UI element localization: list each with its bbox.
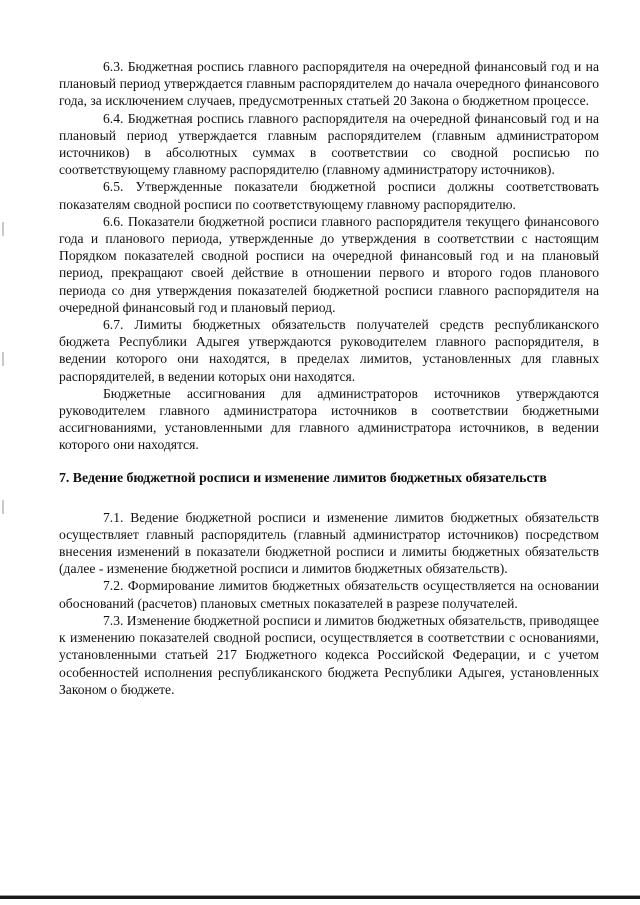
scan-speck: [2, 500, 4, 514]
paragraph-6-3: 6.3. Бюджетная роспись главного распорядителя на очередной финансовый год и на плановый период утверждается главным распорядителем до начала очередного финансового года, за исключением случаев, предусмотренных статьей 20 Закона о бюджетном процессе.: [59, 59, 599, 109]
scan-edge-bar: [0, 896, 640, 899]
document-page: [59, 58, 599, 698]
paragraph-6-7-cont: Бюджетные ассигнования для администраторов источников утверждаются руководителем главного администратора источников в соответствии бюджетными ассигнованиями, установленными для главного администратора источников, в ведении которого они находятся.: [59, 385, 599, 453]
paragraph-6-5: 6.5. Утвержденные показатели бюджетной росписи должны соответствовать показателям сводной росписи по соответствующему главному распорядителю.: [59, 179, 599, 212]
paragraph-7-1: 7.1. Ведение бюджетной росписи и изменение лимитов бюджетных обязательств осуществляет главный распорядитель (главный администратор источников) посредством внесения изменений в показатели бюджетной росписи и лимиты бюджетных обязательств (далее - изменение бюджетной росписи и лимитов бюджетных обязательств).: [59, 509, 599, 577]
paragraph-7-3: 7.3. Изменение бюджетной росписи и лимитов бюджетных обязательств, приводящее к изменению показателей сводной росписи, осуществляется в соответствии с основаниями, установленными статьей 217 Бюджетного кодекса Российской Федерации, и с учетом особенностей исполнения республиканского бюджета Республики Адыгея, установленных Законом о бюджете.: [59, 612, 599, 697]
section-heading: 7. Ведение бюджетной росписи и изменение лимитов бюджетных обязательств: [59, 469, 547, 485]
scan-speck: [2, 352, 4, 366]
paragraph-6-7: 6.7. Лимиты бюджетных обязательств получателей средств республиканского бюджета Республики Адыгея утверждаются руководителем главного распорядителя, в ведении которого они находятся, в пределах лимитов, установленных для главных распорядителей, в ведении которых они находятся.: [59, 317, 599, 384]
paragraph-6-4: 6.4. Бюджетная роспись главного распорядителя на очередной финансовый год и на плановый период утверждается главным распорядителем (главным администратором источников) в абсолютных суммах в соответствии со сводной росписью по соответствующему главному распорядителю (главному администратору источников).: [59, 110, 599, 178]
paragraph-6-6: 6.6. Показатели бюджетной росписи главного распорядителя текущего финансового года и планового периода, утвержденные до утверждения в соответствии с настоящим Порядком показателей сводной росписи на очередной финансовый год и на плановый период, прекращают своей действие в отношении первого и второго годов планового периода со дня утверждения показателей бюджетной росписи главного распорядителя на очередной финансовый год и плановый период.: [59, 213, 599, 315]
scan-speck: [2, 222, 4, 236]
paragraph-7-2: 7.2. Формирование лимитов бюджетных обязательств осуществляется на основании обоснований (расчетов) плановых сметных показателей в разрезе получателей.: [59, 578, 599, 611]
